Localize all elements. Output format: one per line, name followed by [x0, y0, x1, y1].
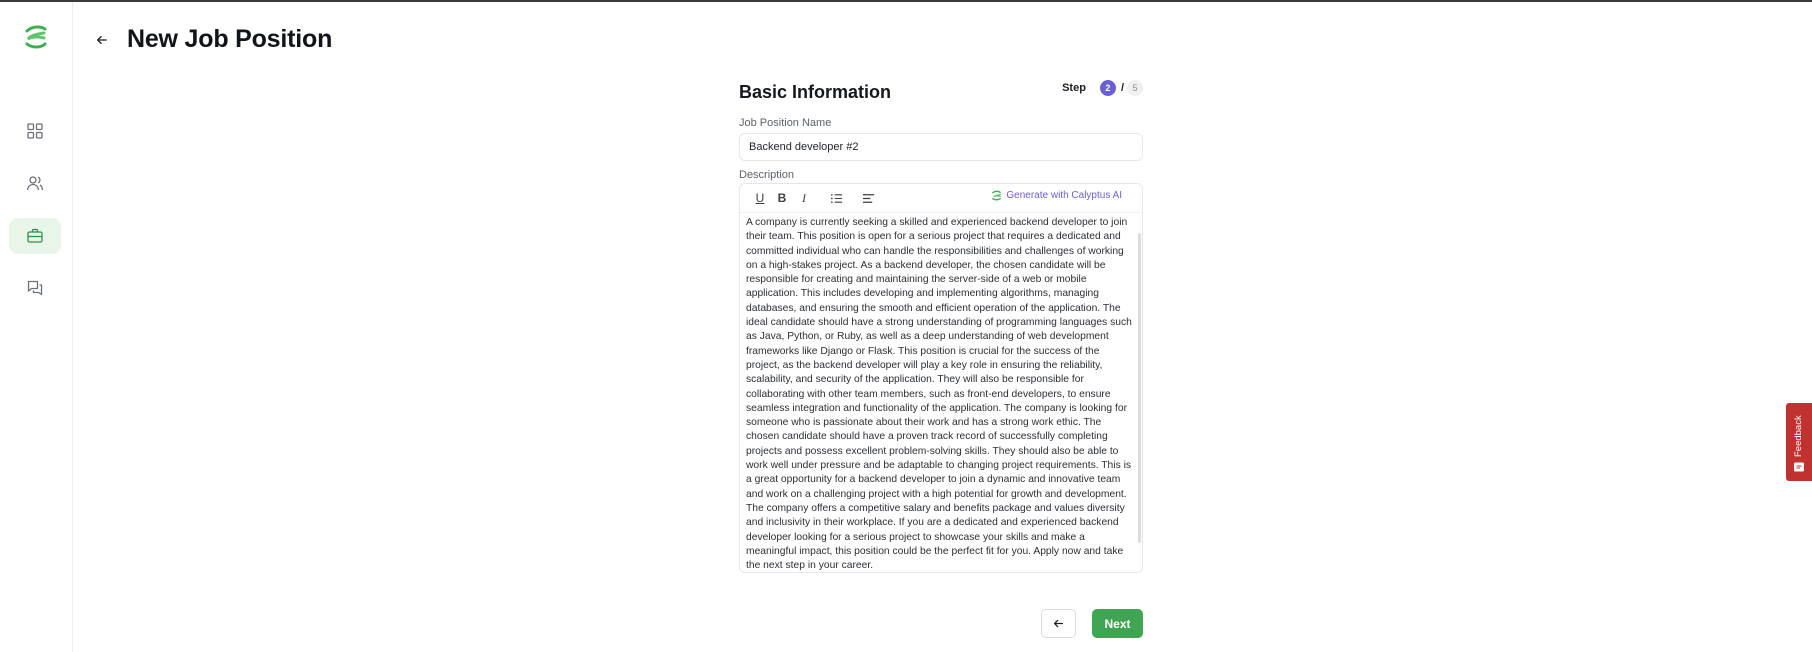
feedback-label: Feedback: [1793, 415, 1804, 457]
generate-with-ai-button[interactable]: [991, 190, 1122, 201]
description-label: Description: [739, 169, 795, 181]
editor-toolbar: [740, 184, 1142, 213]
description-text[interactable]: A company is currently seeking a skilled and experienced backend developer to join their team. This position is open for a serious project that requires a dedicated and committed individual who can handle the responsibilities and challenges of working on a high-stakes project. As a backend developer, the chosen candidate will be responsible for creating and maintaining the server-side of a web or mobile application. This includes developing and implementing algorithms, managing databases, and ensuring the smooth and efficient operation of the application. The ideal candidate should have a strong understanding of programming languages such as Java, Python, or Ruby, as well as a deep understanding of web development frameworks like Django or Flask. This position is crucial for the success of the project, as the backend developer will play a key role in ensuring the reliability, scalability, and security of the application. They will also be responsible for collaborating with other team members, such as front-end developers, to ensure seamless integration and functionality of the application. The company is looking for someone who is passionate about their work and has a strong work ethic. The chosen candidate should have a proven track record of successfully completing projects and possess excellent problem-solving skills. They should also be able to work well under pressure and be adaptable to changing project requirements. This is a great opportunity for a backend developer to join a dynamic and innovative team and work on a challenging project with a high potential for growth and development. The company offers a competitive salary and benefits package and values diversity and inclusivity in their workplace. If you are a dedicated and experienced backend developer looking for a serious project to showcase your skills and make a meaningful impact, this position could be the perfect fit for you. Apply now and take the next step in your career.: [746, 217, 1132, 571]
align-left-button[interactable]: [858, 188, 878, 208]
bold-button[interactable]: B: [777, 191, 787, 205]
arrow-left-icon: [96, 34, 108, 46]
briefcase-icon: [26, 227, 44, 245]
step-indicator: [1062, 80, 1143, 96]
bullet-list-icon: [830, 192, 843, 205]
step-total-badge: 5: [1127, 80, 1143, 96]
job-name-label: Job Position Name: [739, 117, 832, 129]
sidebar-item-candidates[interactable]: [9, 165, 61, 201]
logo-icon: [22, 24, 50, 50]
align-left-icon: [862, 192, 875, 205]
italic-button[interactable]: I: [802, 190, 806, 205]
back-button[interactable]: [92, 30, 112, 50]
job-name-input[interactable]: [739, 133, 1143, 161]
app-logo[interactable]: [22, 24, 50, 50]
users-icon: [26, 174, 44, 192]
sidebar-item-messages[interactable]: [9, 270, 61, 306]
step-separator: /: [1120, 82, 1124, 94]
step-label: Step: [1062, 82, 1086, 94]
calyptus-ai-icon: [991, 190, 1002, 201]
next-button[interactable]: Next: [1092, 609, 1143, 638]
page-title: New Job Position: [127, 25, 333, 53]
sidebar-item-jobs[interactable]: [9, 218, 61, 254]
window-top-border: [0, 0, 1812, 2]
feedback-tab[interactable]: [1786, 403, 1812, 481]
underline-button[interactable]: U: [755, 191, 765, 205]
sidebar-item-dashboard[interactable]: [9, 113, 61, 149]
sidebar: [0, 2, 73, 652]
feedback-icon: [1793, 461, 1805, 473]
chat-icon: [26, 279, 44, 297]
previous-step-button[interactable]: [1041, 609, 1076, 638]
arrow-left-icon: [1053, 618, 1064, 629]
grid-icon: [26, 122, 44, 140]
bullet-list-button[interactable]: [826, 188, 846, 208]
description-editor[interactable]: [739, 183, 1143, 573]
generate-label: Generate with Calyptus AI: [1006, 190, 1122, 201]
step-current-badge: 2: [1100, 80, 1116, 96]
section-title: Basic Information: [739, 82, 892, 102]
editor-scrollbar[interactable]: [1138, 233, 1141, 543]
